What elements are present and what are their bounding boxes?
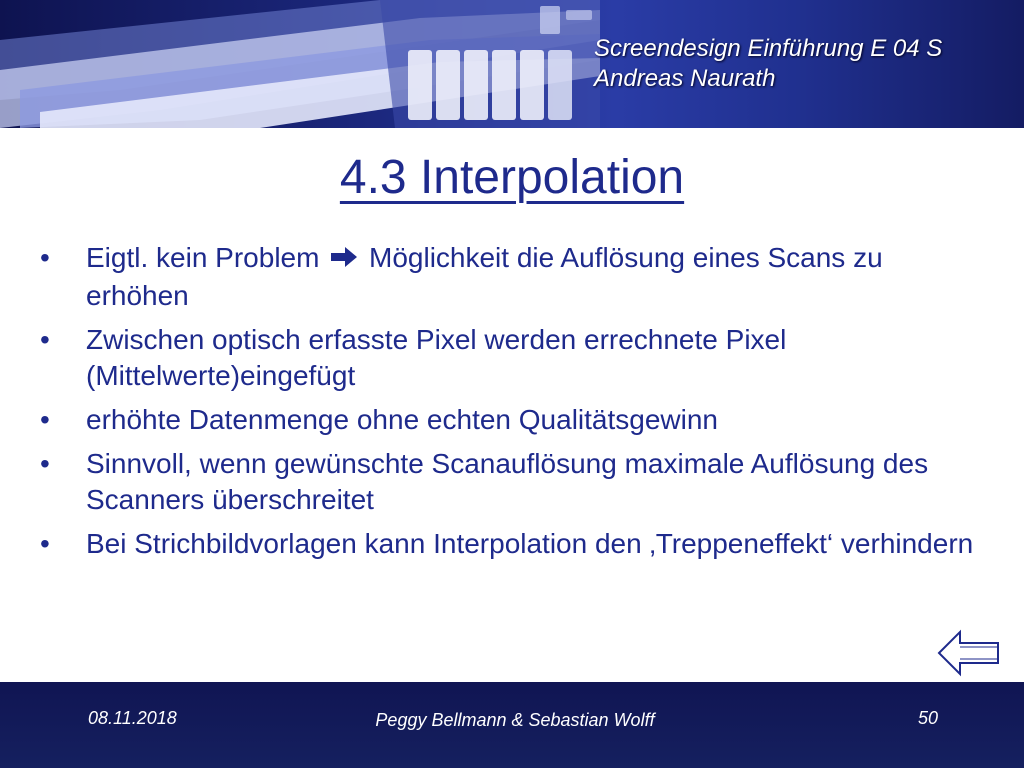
bullet-item bbox=[40, 240, 980, 314]
bullet-dot: • bbox=[40, 324, 50, 355]
back-arrow-icon bbox=[936, 628, 1002, 678]
back-arrow-button[interactable] bbox=[936, 628, 1002, 678]
bullet-text: Möglichkeit die Auflösung eines Scans zu erhöhen bbox=[86, 242, 883, 311]
bullet-text: Sinnvoll, wenn gewünschte Scanauflösung maximale Auflösung des Scanners überschreitet bbox=[86, 448, 929, 515]
footer-bar bbox=[0, 682, 1024, 768]
bullet-text: Eigtl. kein Problem bbox=[86, 242, 320, 273]
slide-title: 4.3 Interpolation bbox=[339, 151, 685, 204]
bullet-dot: • bbox=[40, 242, 50, 273]
course-title: Screendesign Einführung E 04 S bbox=[594, 35, 943, 62]
bullet-item bbox=[40, 526, 980, 562]
bullet-dot: • bbox=[40, 528, 50, 559]
page-number: 50 bbox=[918, 708, 939, 728]
bullet-list bbox=[40, 240, 980, 570]
header-banner bbox=[0, 0, 1024, 128]
header-author: Andreas Naurath bbox=[594, 65, 776, 92]
footer-date: 08.11.2018 bbox=[88, 708, 177, 728]
bullet-dot: • bbox=[40, 448, 50, 479]
bullet-dot: • bbox=[40, 404, 50, 435]
bullet-item bbox=[40, 322, 980, 394]
footer-authors: Peggy Bellmann & Sebastian Wolff bbox=[375, 710, 655, 730]
right-arrow-icon bbox=[329, 242, 359, 278]
bullet-text: erhöhte Datenmenge ohne echten Qualitätsgewinn bbox=[86, 404, 718, 435]
bullet-text: Zwischen optisch erfasste Pixel werden errechnete Pixel (Mittelwerte)eingefügt bbox=[86, 324, 787, 391]
bullet-item bbox=[40, 402, 980, 438]
header-title bbox=[594, 34, 942, 94]
bullet-text: Bei Strichbildvorlagen kann Interpolation den ‚Treppeneffekt‘ verhindern bbox=[86, 528, 974, 559]
bullet-item bbox=[40, 446, 980, 518]
